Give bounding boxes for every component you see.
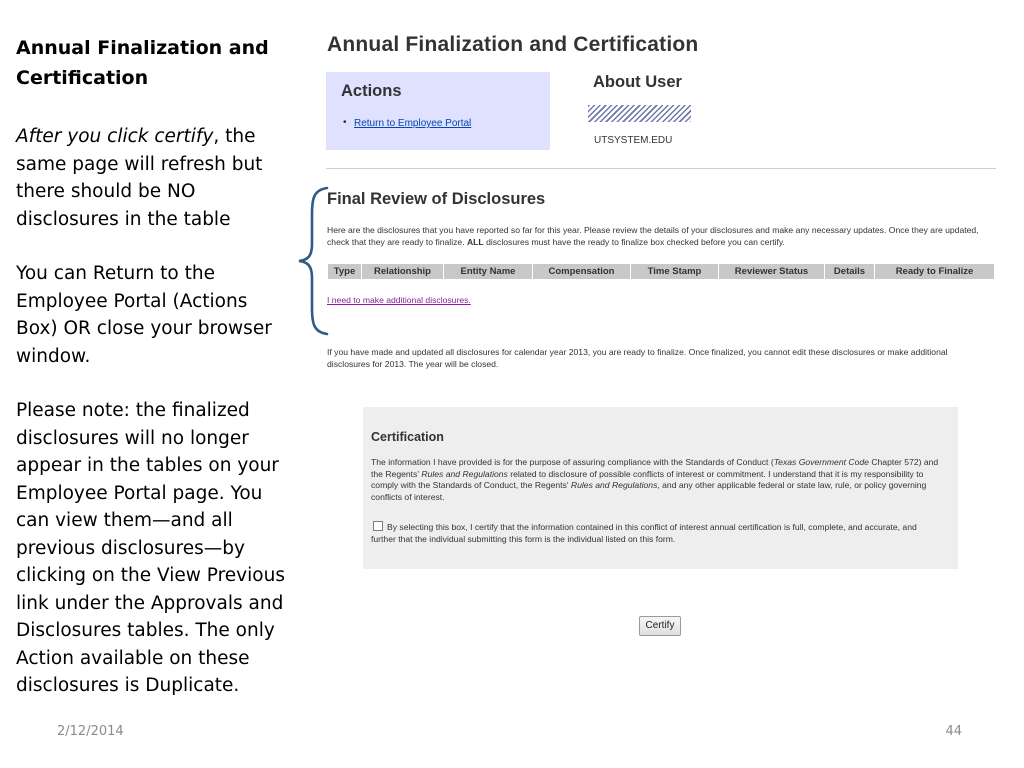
column-header-type: Type [328, 264, 362, 279]
actions-list [354, 118, 471, 129]
slide-paragraph-certify-rest: , the same page will refresh but there should be NO disclosures in the table [16, 126, 263, 230]
return-to-employee-portal-link[interactable]: Return to Employee Portal [354, 118, 472, 129]
certification-panel [363, 407, 958, 569]
cert-text-b: Texas Government Code [773, 457, 869, 467]
cert-text-c: Chapter 572) and the Regents' [371, 457, 939, 479]
review-instructions [327, 225, 991, 248]
cert-text-f: Rules and Regulations [570, 480, 658, 490]
column-header-details: Details [825, 264, 875, 279]
cert-text-g: , and any other applicable federal or state law, rule, or policy governing conflicts of interest. [371, 480, 927, 502]
cert-text-d: Rules and Regulations [421, 468, 508, 479]
cert-text-a: The information I have provided is for the purpose of assuring compliance with the Standards of Conduct ( [371, 457, 774, 467]
review-instructions-emphasis: ALL [466, 236, 484, 247]
slide-date: 2/12/2014 [57, 724, 124, 739]
certification-heading: Certification [371, 430, 444, 444]
actions-list-item [354, 118, 471, 129]
slide-title: Annual Finalization and Certification [16, 37, 269, 89]
column-header-relationship: Relationship [362, 264, 444, 279]
slide-page-number: 44 [945, 724, 962, 739]
disclosures-table-header [328, 264, 994, 279]
certify-button[interactable]: Certify [639, 616, 681, 636]
slide-emphasis: After you click certify [16, 126, 214, 147]
about-user-heading: About User [593, 73, 682, 91]
slide-paragraph-certify [16, 123, 288, 233]
certify-checkbox-label: By selecting this box, I certify that the information contained in this conflict of interest annual certification is full, complete, and accurate, and further that the individual submitting this form is the individual listed on this form. [371, 522, 917, 544]
certify-checkbox[interactable] [373, 521, 383, 531]
slide-text-column [16, 33, 288, 700]
column-header-compensation: Compensation [533, 264, 631, 279]
final-review-heading: Final Review of Disclosures [327, 190, 546, 208]
slide-paragraph-return: You can Return to the Employee Portal (Actions Box) OR close your browser window. [16, 263, 272, 367]
review-instructions-part-2: disclosures must have the ready to finalize box checked before you can certify. [483, 236, 785, 247]
actions-panel [326, 72, 550, 150]
user-domain: UTSYSTEM.EDU [594, 135, 673, 146]
column-header-ready-to-finalize: Ready to Finalize [895, 266, 974, 277]
certification-statement [371, 457, 941, 503]
cert-text-e: related to disclosure of possible conflicts of interest or commitment. I understand that it is my responsibility to comply with the Standards of Conduct, the Regents' [371, 468, 924, 490]
review-instructions-part-1: Here are the disclosures that you have reported so far for this year. Please review the details of your disclosures and make any necessary updates. Once they are updated, check that they are ready to finalize. [327, 225, 979, 247]
column-header-time-stamp: Time Stamp [631, 264, 719, 279]
slide-paragraph-note: Please note: the finalized disclosures will no longer appear in the tables on your Employee Portal page. You can view them—and all previous disclosures—by clicking on the View Previous link under the Approvals and Disclosures tables. The only Action available on these disclosures is Duplicate. [16, 400, 285, 696]
application-screenshot [326, 30, 998, 680]
section-divider [326, 168, 996, 169]
additional-disclosures-link[interactable]: I need to make additional disclosures. [327, 295, 471, 305]
page-title: Annual Finalization and Certification [327, 33, 699, 56]
redacted-user-name [588, 105, 691, 122]
column-header-entity-name: Entity Name [444, 264, 533, 279]
curly-brace-icon [296, 186, 330, 336]
finalize-notice: If you have made and updated all disclosures for calendar year 2013, you are ready to finalize. Once finalized, you cannot edit these disclosures or make additional disclosures for 2013. The year will be closed. [327, 347, 948, 369]
actions-heading: Actions [341, 82, 402, 100]
column-header-reviewer-status: Reviewer Status [719, 264, 825, 279]
certify-checkbox-row [371, 521, 941, 545]
